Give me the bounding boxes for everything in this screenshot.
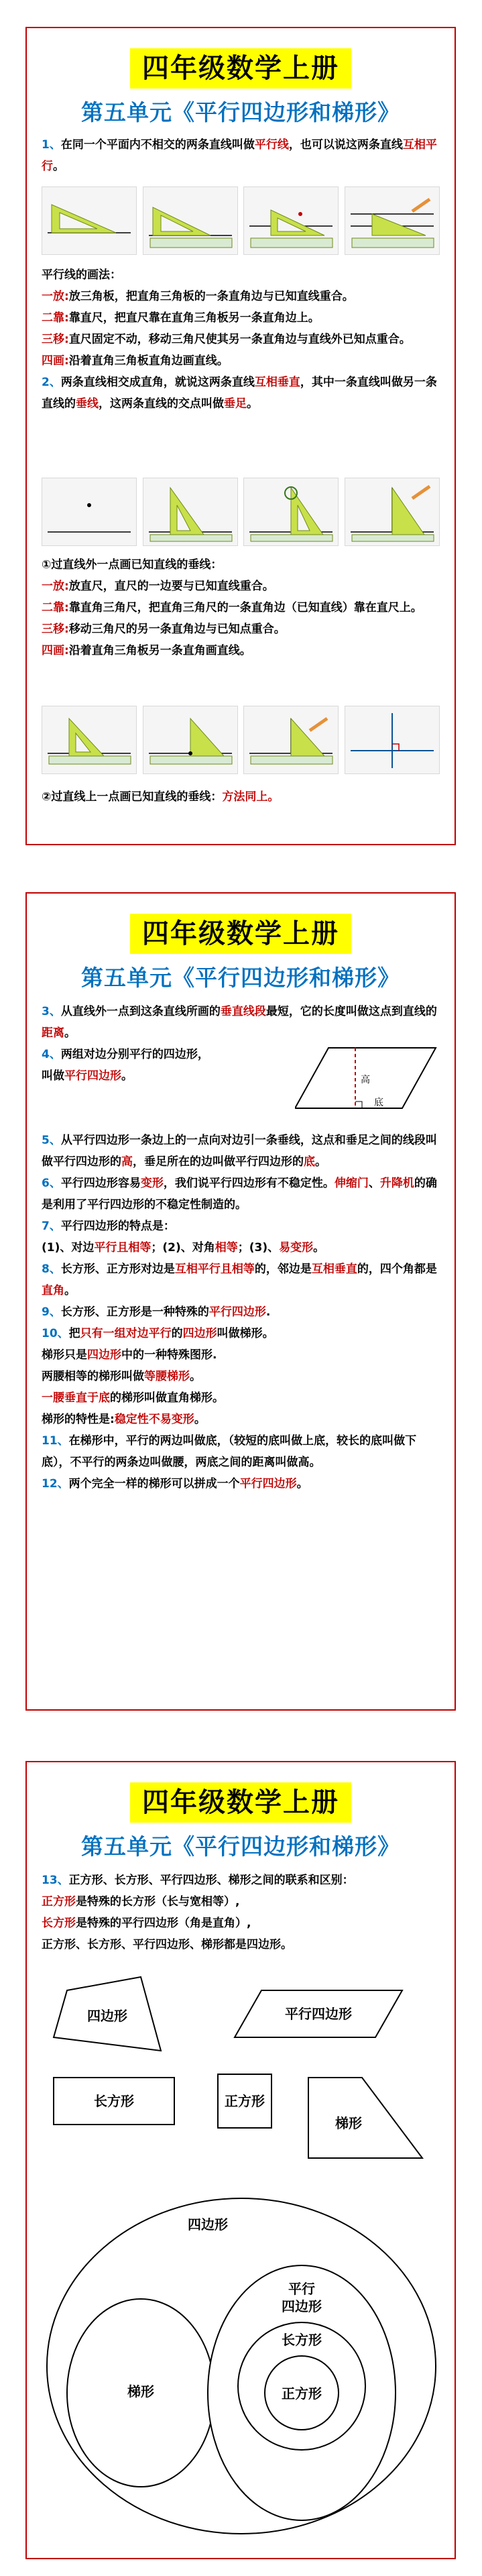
perp-image-1 — [42, 478, 137, 546]
rectangle-label: 长方形 — [94, 2093, 134, 2109]
page-panel-1 — [25, 27, 456, 845]
trapezoid-line-c: 一腰垂直于底的梯形叫做直角梯形。 — [42, 1391, 224, 1405]
page-subtitle: 第五单元《平行四边形和梯形》 — [81, 965, 400, 991]
item-4: 4、两组对边分别平行的四边形， — [42, 1048, 209, 1061]
item-2: 2、两条直线相交成直角，就说这两条直线互相垂直，其中一条直线叫做另一条直线的垂线，这两条直线的交点叫做垂足。 — [42, 376, 437, 411]
item-1: 1、在同一个平面内不相交的两条直线叫做平行线，也可以说这两条直线互相平行。 — [42, 138, 437, 173]
perp-step-move: 三移:移动三角尺的另一条直角边与已知点重合。 — [42, 623, 286, 636]
perp-image-2 — [143, 478, 238, 546]
perp-on-line-images — [42, 706, 440, 774]
square-shape — [218, 2074, 272, 2128]
venn-parallelogram-label-2: 四边形 — [282, 2298, 322, 2314]
quadrilateral-shape — [54, 1977, 161, 2051]
venn-square-label: 正方形 — [282, 2385, 322, 2402]
item-4-cont: 叫做平行四边形。 — [42, 1069, 133, 1083]
shapes-diagram — [40, 1964, 442, 2185]
page-title: 四年级数学上册 — [130, 914, 351, 954]
trapezoid-line-a: 梯形只是四边形中的一种特殊图形. — [42, 1348, 217, 1362]
parallelogram-label: 平行四边形 — [285, 2006, 352, 2022]
step-image-lean — [143, 186, 238, 255]
parallelogram-diagram — [295, 1041, 442, 1115]
quad-label: 四边形 — [87, 2008, 127, 2024]
item-11: 11、在梯形中，平行的两边叫做底，（较短的底叫做上底，较长的底叫做下底），不平行的两条边叫做腰，两底之间的距离叫做高。 — [42, 1434, 417, 1469]
title-wrap — [27, 914, 455, 954]
item-number: 1、 — [42, 138, 61, 152]
item-13: 13、正方形、长方形、平行四边形、梯形之间的联系和区别： 正方形是特殊的长方形（长与宽相等）, 长方形是特殊的平行四边形（角是直角）, 正方形、长方形、平行四边形、梯形都是四边形。 — [42, 1870, 440, 1955]
rectangle-shape — [54, 2078, 174, 2125]
step-image-move — [243, 186, 339, 255]
page-panel-3 — [25, 1761, 456, 2559]
perp-image-4 — [345, 478, 440, 546]
relation-line-c: 正方形、长方形、平行四边形、梯形都是四边形。 — [42, 1938, 292, 1951]
item-8: 8、长方形、正方形对边是互相平行且相等的，邻边是互相垂直的，四个角都是直角。 — [42, 1263, 437, 1297]
title-wrap — [27, 48, 455, 89]
venn-rectangle-label: 长方形 — [282, 2332, 322, 2348]
perp-on-image-4 — [345, 706, 440, 774]
perp-on-image-1 — [42, 706, 137, 774]
page-subtitle: 第五单元《平行四边形和梯形》 — [81, 99, 400, 125]
item-12: 12、两个完全一样的梯形可以拼成一个平行四边形。 — [42, 1477, 308, 1491]
item-6: 6、平行四边形容易变形，我们说平行四边形有不稳定性。伸缩门、升降机的确是利用了平行四边形的不稳定性制造的。 — [42, 1177, 437, 1212]
item-3: 3、从直线外一点到这条直线所画的垂直线段最短，它的长度叫做这点到直线的距离。 — [42, 1005, 437, 1040]
page-subtitle: 第五单元《平行四边形和梯形》 — [81, 1833, 400, 1860]
parallel-method — [42, 264, 440, 415]
step-image-place — [42, 186, 137, 255]
perp-method — [42, 554, 440, 661]
step-place: 一放:放三角板，把直角三角板的一条直角边与已知直线重合。 — [42, 290, 354, 303]
relation-line-a: 正方形是特殊的长方形（长与宽相等）, — [42, 1895, 240, 1909]
method-title: 平行线的画法： — [42, 268, 121, 282]
perp-on-line-text: ②过直线上一点画已知直线的垂线：方法同上。 — [42, 790, 280, 804]
item-10: 10、把只有一组对边平行的四边形叫做梯形。 — [42, 1327, 274, 1340]
item-5: 5、从平行四边形一条边上的一点向对边引一条垂线，这点和垂足之间的线段叫做平行四边形的高，垂足所在的边叫做平行四边形的底。 — [42, 1134, 437, 1169]
item-7-list: (1)、对边平行且相等；(2)、对角相等；(3)、易变形。 — [42, 1241, 325, 1254]
trapezoid-line-b: 两腰相等的梯形叫做等腰梯形。 — [42, 1370, 201, 1383]
perp-step-lean: 二靠:靠直角三角尺，把直角三角尺的一条直角边（已知直线）靠在直尺上。 — [42, 601, 422, 614]
trapezoid-shape — [308, 2078, 422, 2158]
base-label: 底 — [374, 1097, 383, 1108]
perp-on-image-3 — [243, 706, 339, 774]
venn-outer-label: 四边形 — [188, 2216, 228, 2233]
trapezoid-label: 梯形 — [335, 2115, 362, 2131]
page-title: 四年级数学上册 — [130, 48, 351, 89]
parallel-steps-images — [42, 186, 440, 255]
item-7: 7、平行四边形的特点是： — [42, 1220, 175, 1233]
sub-heading-2: ②过直线上一点画已知直线的垂线： — [42, 790, 223, 804]
step-image-draw — [345, 186, 440, 255]
page-title: 四年级数学上册 — [130, 1782, 351, 1823]
venn-parallelogram-label-1: 平行 — [288, 2281, 315, 2297]
step-lean: 二靠:靠直尺，把直尺靠在直角三角板另一条直角边上。 — [42, 311, 320, 325]
relation-line-b: 长方形是特殊的平行四边形（角是直角）, — [42, 1917, 251, 1930]
step-draw: 四画:沿着直角三角板直角边画直线。 — [42, 354, 229, 368]
square-label: 正方形 — [225, 2093, 265, 2109]
perp-step-place: 一放:放直尺，直尺的一边要与已知直线重合。 — [42, 580, 274, 593]
title-wrap — [27, 1782, 455, 1823]
perp-step-draw: 四画:沿着直角三角板另一条直角画直线。 — [42, 644, 251, 657]
step-move: 三移:直尺固定不动，移动三角尺使其另一条直角边与直线外已知点重合。 — [42, 333, 411, 346]
perp-on-image-2 — [143, 706, 238, 774]
perp-outside-images — [42, 478, 440, 546]
items-5-12 — [42, 1130, 440, 1495]
venn-trapezoid-label: 梯形 — [127, 2383, 154, 2400]
item-9: 9、长方形、正方形是一种特殊的平行四边形. — [42, 1305, 271, 1319]
venn-diagram — [40, 2192, 442, 2540]
sub-heading-1: ①过直线外一点画已知直线的垂线： — [42, 558, 223, 572]
trapezoid-line-d: 梯形的特性是:稳定性不易变形。 — [42, 1413, 206, 1426]
page-panel-2 — [25, 892, 456, 1711]
parallelogram-shape — [235, 1990, 402, 2037]
height-label: 高 — [361, 1075, 370, 1085]
perp-image-3 — [243, 478, 339, 546]
